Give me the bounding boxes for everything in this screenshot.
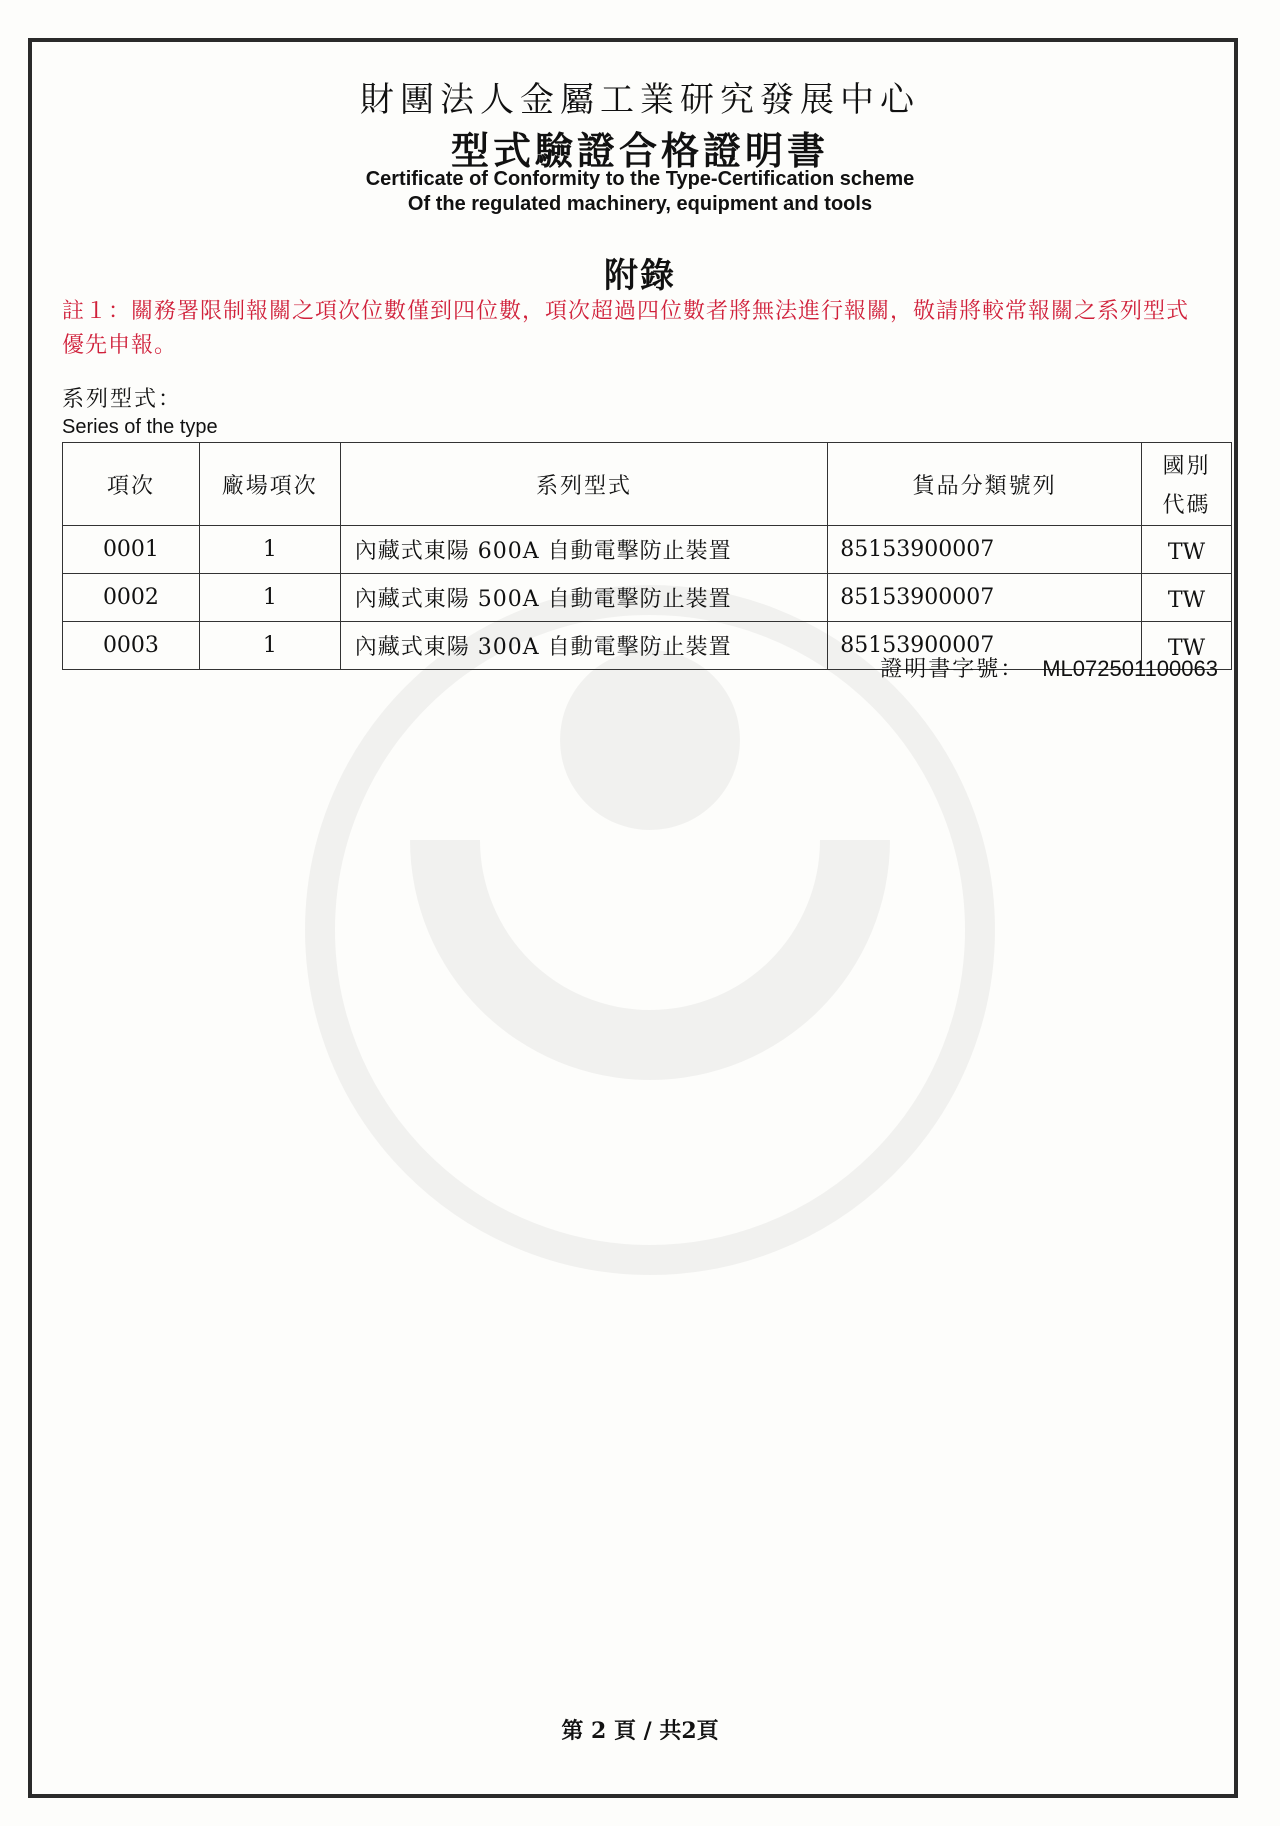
cell-hs-code: 85153900007	[828, 526, 1142, 574]
cell-factory-item: 1	[199, 622, 340, 670]
cell-factory-item: 1	[199, 526, 340, 574]
certificate-number: ML072501100063	[1042, 656, 1218, 681]
header-factory-item: 廠場項次	[199, 443, 340, 526]
header-model: 系列型式	[340, 443, 827, 526]
table-row	[63, 574, 1232, 622]
certificate-title: 型式驗證合格證明書	[450, 128, 829, 173]
cell-country: TW	[1142, 574, 1232, 622]
header-item: 項次	[63, 443, 200, 526]
english-title-line2: Of the regulated machinery, equipment and tools	[407, 193, 873, 215]
cell-item: 0002	[63, 574, 200, 622]
header-country-code	[1142, 443, 1232, 526]
cell-country: TW	[1142, 526, 1232, 574]
series-type-table	[62, 442, 1232, 670]
cell-country: TW	[1142, 622, 1232, 670]
appendix-title: 附錄	[604, 256, 676, 296]
table-header-row	[63, 443, 1232, 526]
series-label-en: Series of the type	[62, 416, 218, 438]
cell-model: 內藏式東陽 300A 自動電擊防止裝置	[340, 622, 827, 670]
english-title-line1: Certificate of Conformity to the Type-Certification scheme	[365, 168, 915, 190]
page-number: 第 2 頁 / 共2頁	[561, 1718, 719, 1744]
cell-factory-item: 1	[199, 574, 340, 622]
series-label-zh: 系列型式：	[62, 387, 183, 412]
header-country-line1: 國別	[1162, 454, 1211, 479]
cell-hs-code: 85153900007	[828, 574, 1142, 622]
cell-model: 內藏式東陽 600A 自動電擊防止裝置	[340, 526, 827, 574]
header-country-line2: 代碼	[1162, 493, 1211, 518]
cell-item: 0003	[63, 622, 200, 670]
header-hs-code: 貨品分類號列	[828, 443, 1142, 526]
cell-hs-code: 85153900007	[828, 622, 1142, 670]
customs-note: 註１：關務署限制報關之項次位數僅到四位數，項次超過四位數者將無法進行報關，敬請將較常報關之系列型式優先申報。	[62, 299, 1190, 358]
cell-item: 0001	[63, 526, 200, 574]
certificate-number-line	[880, 652, 1218, 683]
organization-name: 財團法人金屬工業研究發展中心	[360, 80, 920, 120]
certificate-number-label: 證明書字號：	[880, 657, 1025, 682]
cell-model: 內藏式東陽 500A 自動電擊防止裝置	[340, 574, 827, 622]
table-row	[63, 526, 1232, 574]
